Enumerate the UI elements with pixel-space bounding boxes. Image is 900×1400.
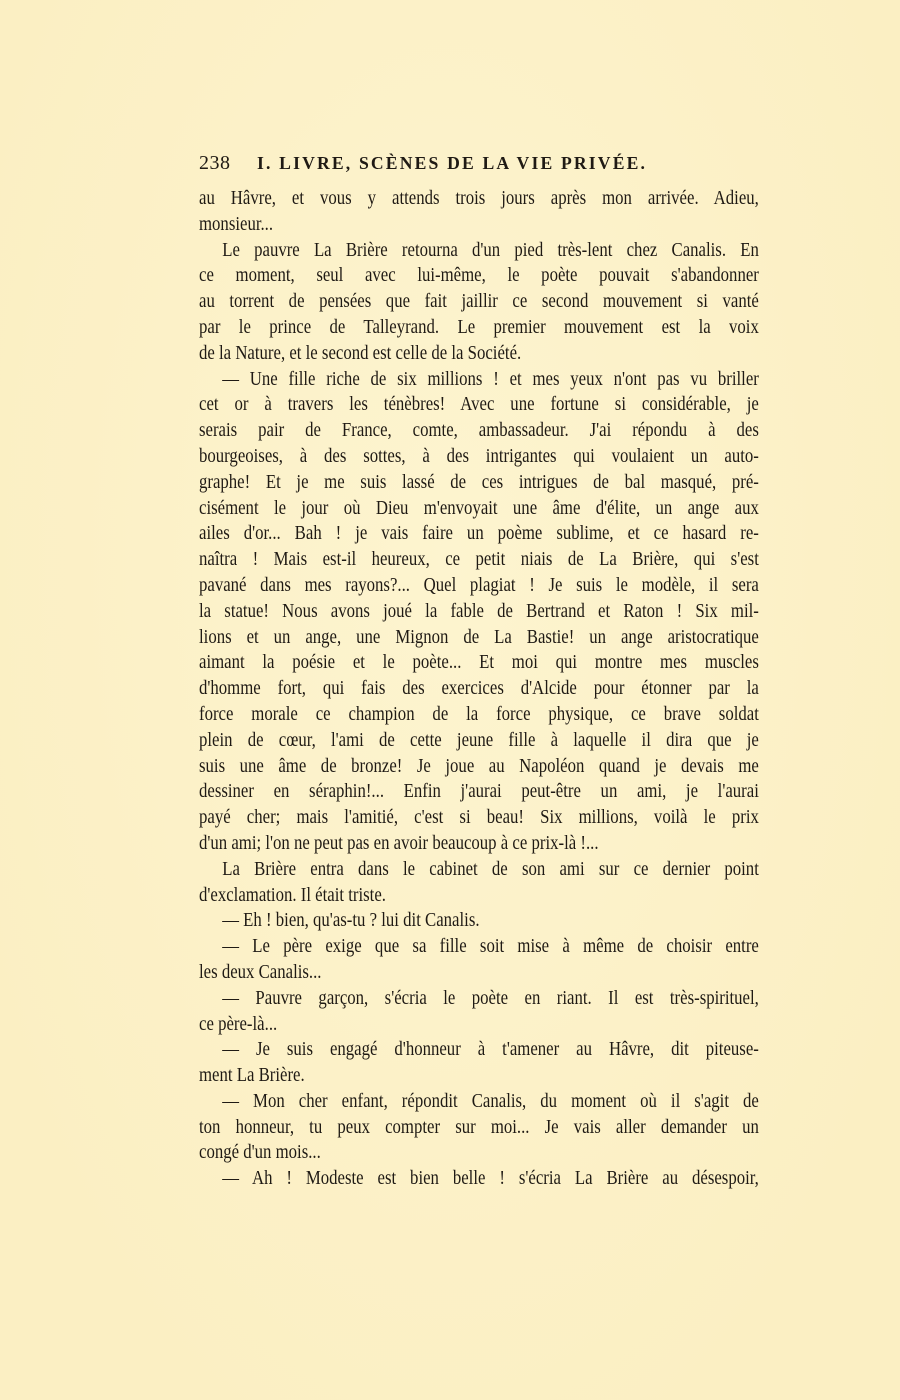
text-line: cet or à travers les ténèbres! Avec une fortune si considérable, je	[199, 394, 759, 416]
text-line: par le prince de Talleyrand. Le premier mouvement est la voix	[199, 316, 759, 338]
text-line: Le pauvre La Brière retourna d'un pied très-lent chez Canalis. En	[222, 239, 759, 261]
text-line: congé d'un mois...	[199, 1142, 321, 1164]
text-line: — Mon cher enfant, répondit Canalis, du moment où il s'agit de	[222, 1090, 759, 1112]
text-line: au Hâvre, et vous y attends trois jours après mon arrivée. Adieu,	[199, 188, 759, 209]
text-block	[199, 152, 759, 1192]
text-line: — Une fille riche de six millions ! et mes yeux n'ont pas vu briller	[222, 368, 759, 390]
text-line: force morale ce champion de la force physique, ce brave soldat	[199, 703, 759, 725]
text-line: payé cher; mais l'amitié, c'est si beau! Six millions, voilà le prix	[199, 807, 759, 829]
page-number: 238	[199, 152, 231, 174]
text-line: d'homme fort, qui fais des exercices d'Alcide pour étonner par la	[199, 678, 759, 700]
running-head-title: I. LIVRE, SCÈNES DE LA VIE PRIVÉE.	[257, 153, 648, 173]
text-line: naîtra ! Mais est-il heureux, ce petit niais de La Brière, qui s'est	[199, 549, 759, 571]
text-line: dessiner en séraphin!... Enfin j'aurai peut-être un ami, je l'aurai	[199, 781, 759, 803]
text-line: — Eh ! bien, qu'as-tu ? lui dit Canalis.	[222, 910, 480, 932]
text-line: graphe! Et je me suis lassé de ces intrigues de bal masqué, pré-	[199, 471, 759, 493]
text-line: ce moment, seul avec lui-même, le poète pouvait s'abandonner	[199, 265, 759, 287]
text-line: d'un ami; l'on ne peut pas en avoir beaucoup à ce prix-là !...	[199, 832, 599, 854]
text-line: ailes d'or... Bah ! je vais faire un poème sublime, et ce hasard re-	[199, 523, 759, 545]
text-line: cisément le jour où Dieu m'envoyait une âme d'élite, un ange aux	[199, 497, 759, 519]
text-line: — Le père exige que sa fille soit mise à même de choisir entre	[222, 936, 759, 958]
text-line: ment La Brière.	[199, 1065, 305, 1087]
text-line: plein de cœur, l'ami de cette jeune fille à laquelle il dira que je	[199, 729, 759, 751]
text-line: — Pauvre garçon, s'écria le poète en riant. Il est très-spirituel,	[222, 987, 759, 1009]
text-line: suis une âme de bronze! Je joue au Napoléon quand je devais me	[199, 755, 759, 777]
text-line: la statue! Nous avons joué la fable de Bertrand et Raton ! Six mil-	[199, 600, 759, 622]
text-line: d'exclamation. Il était triste.	[199, 884, 386, 906]
text-line: pavané dans mes rayons?... Quel plagiat ! Je suis le modèle, il sera	[199, 574, 759, 596]
text-line: La Brière entra dans le cabinet de son ami sur ce dernier point	[222, 858, 759, 880]
running-head	[199, 152, 759, 186]
text-line: les deux Canalis...	[199, 961, 322, 983]
text-line: de la Nature, et le second est celle de la Société.	[199, 342, 522, 364]
text-line: monsieur...	[199, 213, 274, 235]
text-line: lions et un ange, une Mignon de La Bastie! un ange aristocratique	[199, 626, 759, 648]
text-line: — Ah ! Modeste est bien belle ! s'écria La Brière au désespoir,	[222, 1168, 759, 1190]
text-line: au torrent de pensées que fait jaillir ce second mouvement si vanté	[199, 291, 759, 313]
text-line: ton honneur, tu peux compter sur moi... Je vais aller demander un	[199, 1116, 759, 1138]
text-line: — Je suis engagé d'honneur à t'amener au Hâvre, dit piteuse-	[222, 1039, 759, 1061]
text-line: aimant la poésie et le poète... Et moi qui montre mes muscles	[199, 652, 759, 674]
text-line: serais pair de France, comte, ambassadeur. J'ai répondu à des	[199, 420, 759, 442]
body-text	[199, 186, 759, 1192]
text-line: ce père-là...	[199, 1013, 278, 1035]
text-line: bourgeoises, à des sottes, à des intrigantes qui voulaient un auto-	[199, 445, 759, 467]
